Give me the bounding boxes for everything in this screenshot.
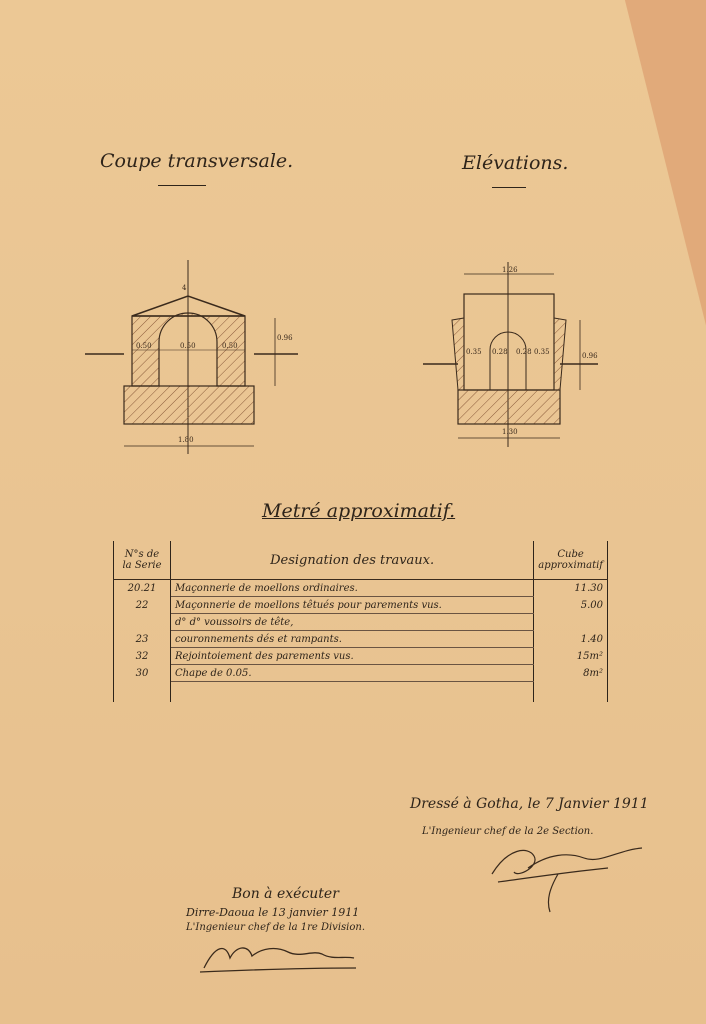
header-designation: Designation des travaux. [171,541,534,580]
row-cube: 8m² [534,665,608,682]
section-title-right: Elévations. [462,152,569,174]
metre-table [113,541,608,702]
dim-right-b: 0.28 [516,348,532,356]
table-row [114,665,608,682]
dim-right-base: 1.30 [502,428,518,436]
dim-right-left-wing: 0.35 [466,348,482,356]
table-row [114,631,608,648]
signature-right [488,838,648,918]
row-cube [534,614,608,631]
row-num: 20.21 [114,580,171,597]
dim-right-height: 0.96 [582,352,598,360]
ingenieur-division: L'Ingenieur chef de la 1re Division. [186,922,366,933]
dim-right-a: 0.28 [492,348,508,356]
table-row [114,597,608,614]
elevation-drawing [418,262,618,452]
row-num: 23 [114,631,171,648]
row-designation [171,682,534,703]
cross-section-drawing [80,258,310,458]
header-num-line2: la Serie [122,560,162,571]
dim-left-arch: 0.50 [180,342,196,350]
row-cube: 15m² [534,648,608,665]
dim-left-base: 1.80 [178,436,194,444]
row-cube: 11.30 [534,580,608,597]
row-cube: 1.40 [534,631,608,648]
ingenieur-section: L'Ingenieur chef de la 2e Section. [422,826,594,837]
row-cube [534,682,608,703]
table-row [114,614,608,631]
dim-left-thick: 0.50 [136,342,152,350]
row-num: 30 [114,665,171,682]
row-designation: Maçonnerie de moellons ordinaires. [171,580,534,597]
metre-title: Metré approximatif. [262,500,456,522]
dim-left-top: 4 [182,284,187,292]
section-title-left: Coupe transversale. [100,150,294,172]
table-row [114,682,608,703]
paper-fold [624,0,706,344]
row-designation: couronnements dés et rampants. [171,631,534,648]
header-num-line1: N°s de [124,549,160,560]
table-row [114,580,608,597]
row-designation: d° d° voussoirs de tête, [171,614,534,631]
row-designation: Rejointoiement des parements vus. [171,648,534,665]
dim-left-right-thick: 0.50 [222,342,238,350]
table-row [114,648,608,665]
dim-right-top: 1.26 [502,266,518,274]
signature-left [196,938,366,978]
row-designation: Chape de 0.05. [171,665,534,682]
row-designation: Maçonnerie de moellons têtués pour parements vus. [171,597,534,614]
bon-date-line: Dirre-Daoua le 13 janvier 1911 [186,906,360,919]
row-num [114,614,171,631]
dim-left-height: 0.96 [277,334,293,342]
header-cube [534,541,608,580]
header-cube-line2: approximatif [538,560,603,571]
dim-right-right-wing: 0.35 [534,348,550,356]
row-num: 22 [114,597,171,614]
dresse-line: Dressé à Gotha, le 7 Janvier 1911 [410,796,649,812]
title-underline-right [492,187,526,188]
title-underline-left [158,185,206,186]
metre-header-row [114,541,608,580]
header-cube-line1: Cube [557,549,584,560]
row-cube: 5.00 [534,597,608,614]
header-num [114,541,171,580]
bon-a-executer: Bon à exécuter [232,886,339,902]
row-num: 32 [114,648,171,665]
row-num [114,682,171,703]
